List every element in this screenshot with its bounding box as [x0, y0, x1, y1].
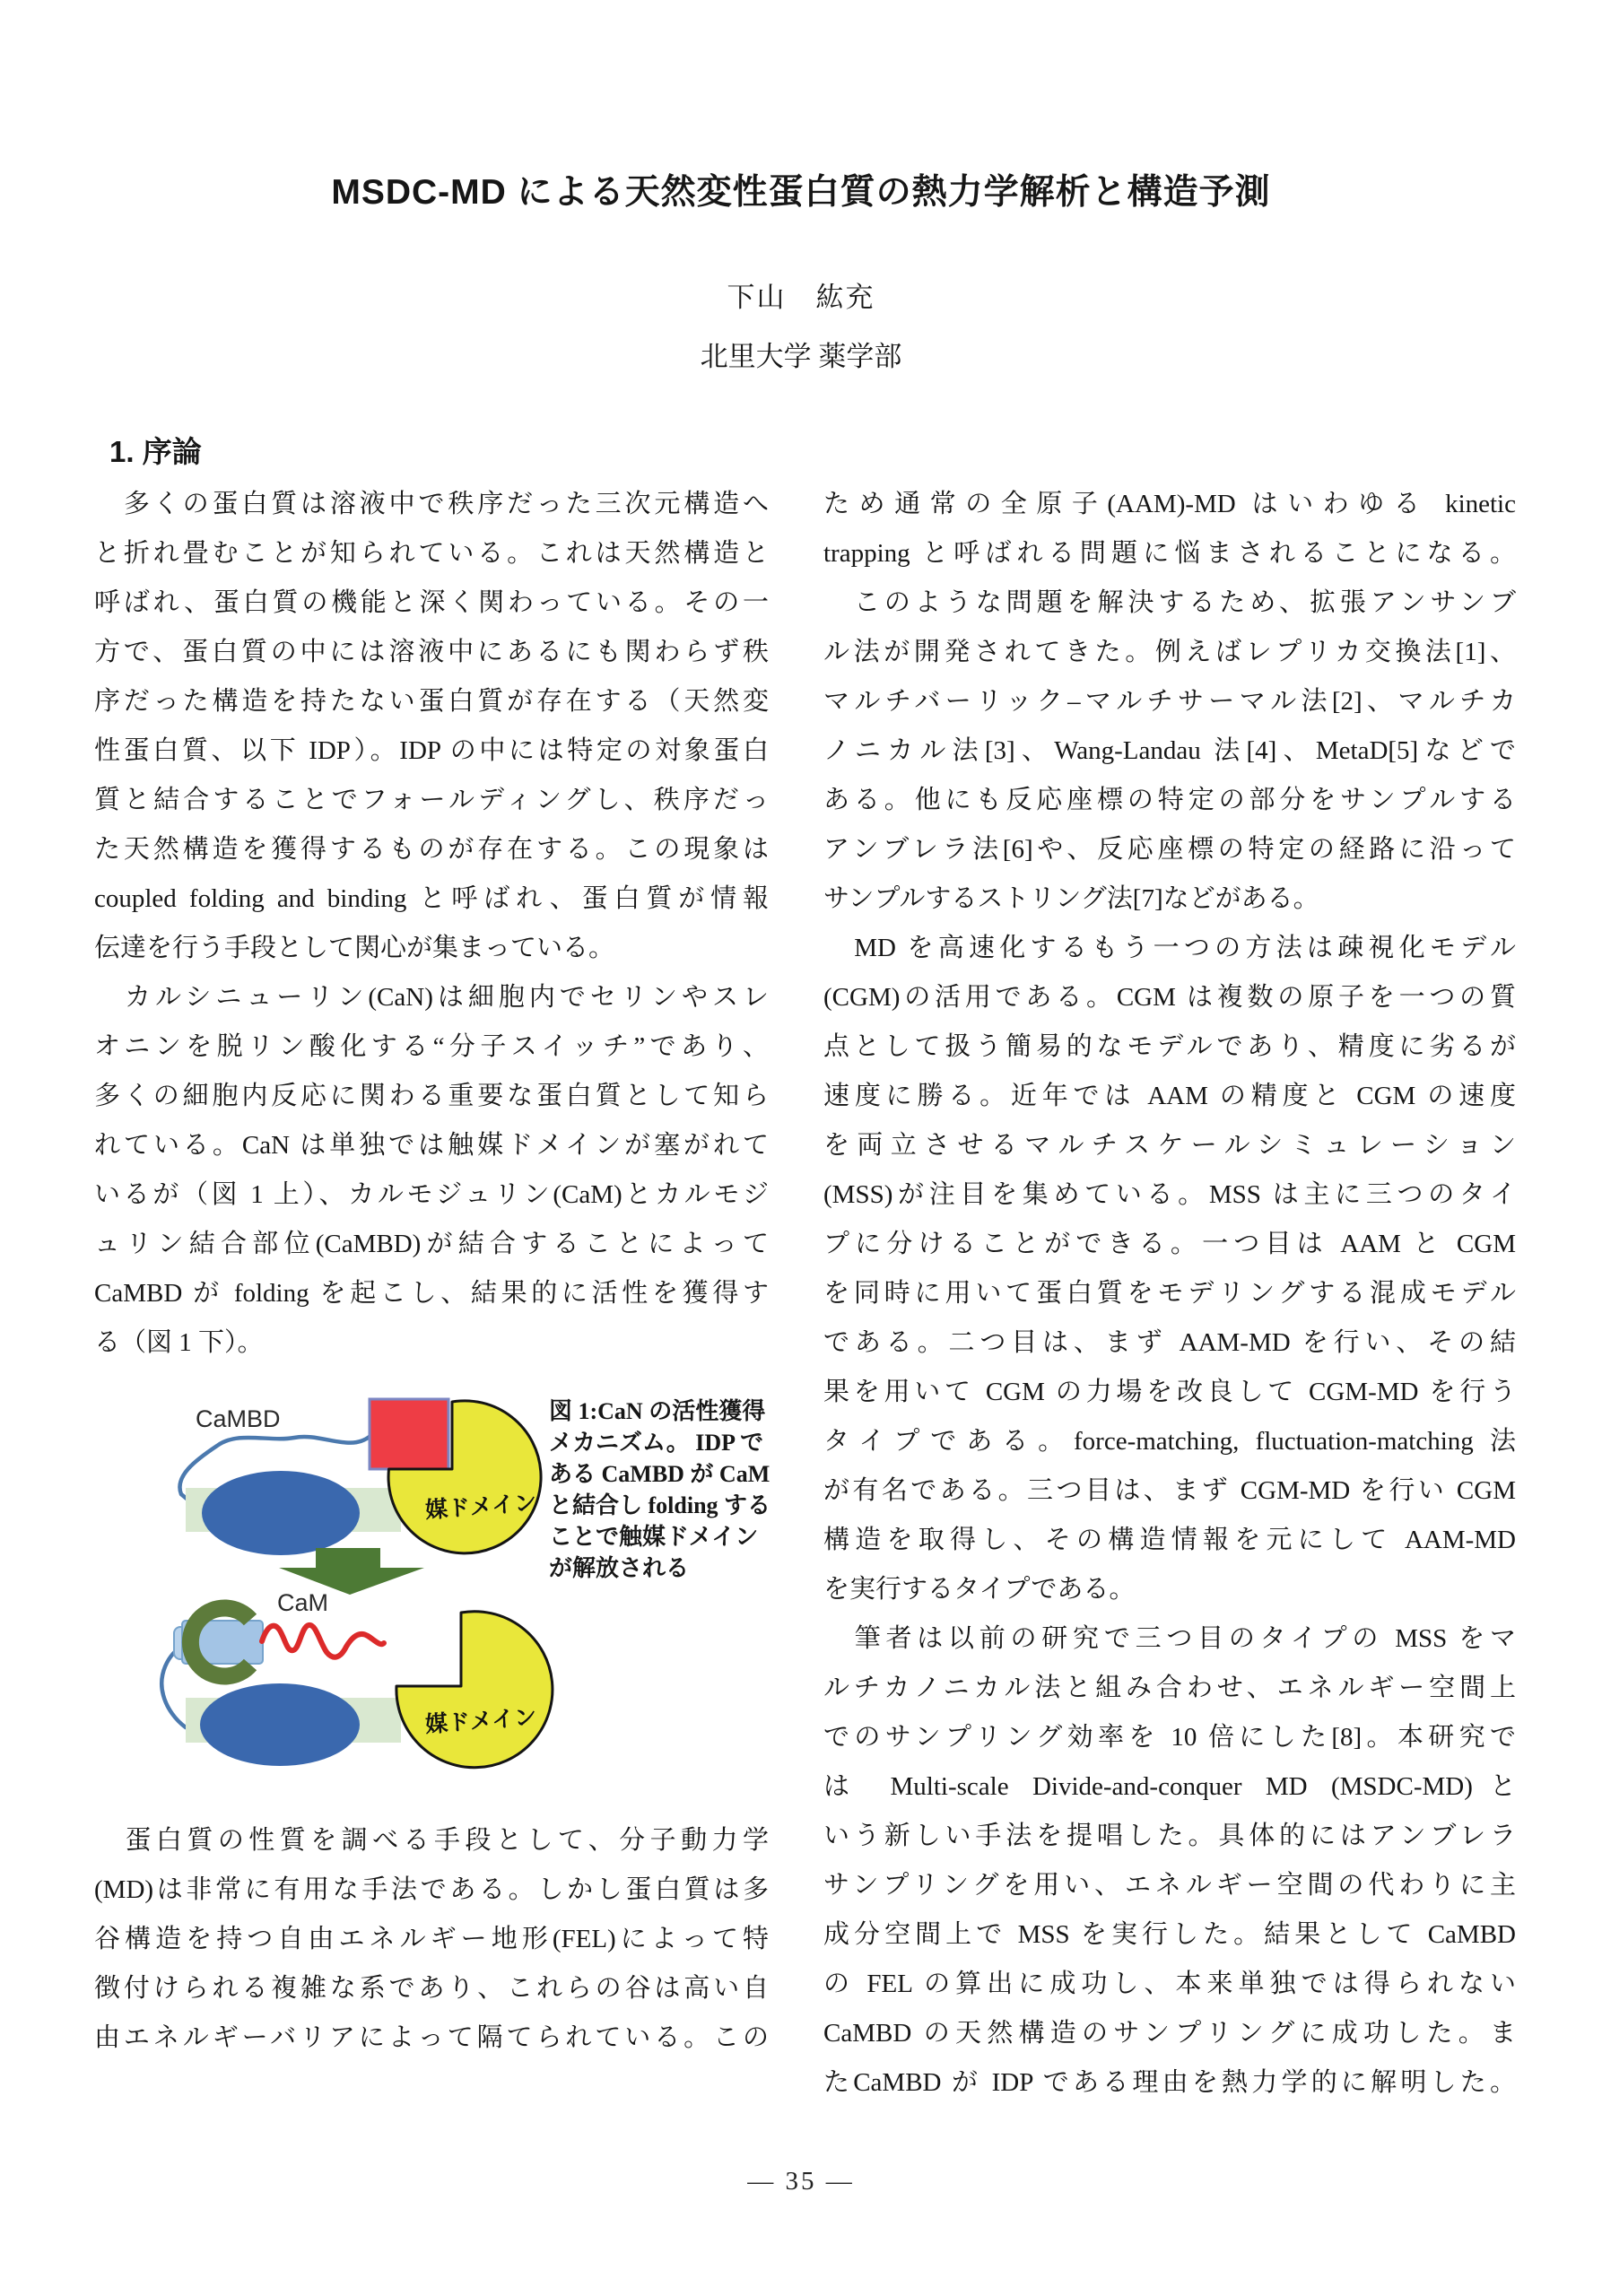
- text-line: た天然構造を獲得するものが存在する。この現象は: [94, 835, 769, 864]
- catalytic-domain-label-bottom: 媒ドメイン: [424, 1704, 538, 1738]
- text-line: 点として扱う簡易的なモデルであり、精度に劣るが: [823, 1032, 1516, 1061]
- text-line: たCaMBD が IDP である理由を熱力学的に解明した。: [823, 2068, 1516, 2097]
- text-line: 方で、蛋白質の中には溶液中にあるにも関わらず秩: [94, 638, 769, 666]
- text-line: 由エネルギーバリアによって隔てられている。この: [94, 2023, 769, 2052]
- text-line: 性蛋白質、以下 IDP）。IDP の中には特定の対象蛋白: [94, 736, 769, 765]
- text-line: 伝達を行う手段として関心が集まっている。: [94, 934, 615, 962]
- cam-label: CaM: [277, 1589, 329, 1616]
- text-line: を同時に用いて蛋白質をモデリングする混成モデル: [823, 1279, 1516, 1308]
- catalytic-domain-label-top: 媒ドメイン: [424, 1490, 538, 1524]
- text-line: タイプである。force-matching, fluctuation-matching 法: [823, 1427, 1516, 1456]
- text-line: サンプルするストリング法[7]などがある。: [823, 884, 1319, 913]
- blue-domain-ellipse-top: [202, 1471, 360, 1555]
- red-square: [370, 1399, 448, 1469]
- down-arrow: [279, 1548, 424, 1595]
- text-line: プに分けることができる。一つ目は AAM と CGM: [823, 1230, 1516, 1258]
- figure-caption: [549, 1396, 797, 1584]
- text-line: アンブレラ法[6]や、反応座標の特定の経路に沿って: [823, 835, 1516, 864]
- text-line: でのサンプリング効率を 10 倍にした[8]。本研究で: [823, 1723, 1516, 1752]
- text-line: ルチカノニカル法と組み合わせ、エネルギー空間上: [823, 1674, 1516, 1702]
- text-line: CaMBD の天然構造のサンプリングに成功した。ま: [823, 2019, 1516, 2048]
- text-line: の FEL の算出に成功し、本来単独では得られない: [823, 1970, 1516, 1998]
- text-line: メカニズム。 IDP で: [549, 1430, 764, 1456]
- text-line: 多くの蛋白質は溶液中で秩序だった三次元構造へ: [94, 490, 769, 518]
- text-line: ノニカル法[3]、Wang-Landau 法[4]、MetaD[5]などで: [823, 736, 1516, 765]
- text-line: 速度に勝る。近年では AAM の精度と CGM の速度: [823, 1082, 1516, 1110]
- section-heading: 1. 序論: [109, 435, 202, 468]
- text-line: ュリン結合部位(CaMBD)が結合することによって: [94, 1230, 769, 1258]
- text-line: 図 1:CaN の活性獲得: [549, 1398, 766, 1424]
- text-line: ある。他にも反応座標の特定の部分をサンプルする: [823, 786, 1516, 814]
- text-line: (MSS)が注目を集めている。MSS は主に三つのタイ: [823, 1180, 1516, 1209]
- text-line: 序だった構造を持たない蛋白質が存在する（天然変: [94, 687, 769, 716]
- text-line: を両立させるマルチスケールシミュレーション: [823, 1131, 1516, 1160]
- text-line: 筆者は以前の研究で三つ目のタイプの MSS をマ: [823, 1624, 1516, 1653]
- text-line: を実行するタイプである。: [823, 1575, 1136, 1604]
- text-line: ため通常の全原子(AAM)-MD はいわゆる kinetic: [823, 490, 1516, 518]
- text-line: 果を用いて CGM の力場を改良して CGM-MD を行う: [823, 1378, 1516, 1406]
- text-line: が有名である。三つ目は、まず CGM-MD を行い CGM: [823, 1476, 1516, 1505]
- text-line: マルチバーリック–マルチサーマル法[2]、マルチカ: [823, 687, 1516, 716]
- red-coil-curve: [262, 1625, 384, 1657]
- text-line: 徴付けられる複雑な系であり、これらの谷は高い自: [94, 1974, 769, 2003]
- text-line: 谷構造を持つ自由エネルギー地形(FEL)によって特: [94, 1925, 769, 1953]
- author-affiliation: 北里大学 薬学部: [700, 341, 902, 372]
- text-line: と結合し folding する: [549, 1492, 771, 1518]
- text-line: 質と結合することでフォールディングし、秩序だっ: [94, 786, 769, 814]
- text-line: と折れ畳むことが知られている。これは天然構造と: [94, 539, 769, 568]
- page-title: MSDC-MD による天然変性蛋白質の熱力学解析と構造予測: [331, 173, 1271, 212]
- text-line: ル法が開発されてきた。例えばレプリカ交換法[1]、: [823, 638, 1516, 666]
- text-line: が解放される: [549, 1555, 690, 1581]
- text-line: (MD)は非常に有用な手法である。しかし蛋白質は多: [94, 1875, 769, 1904]
- text-line: ある CaMBD が CaM: [549, 1461, 771, 1487]
- author-name: 下山 紘充: [727, 282, 875, 313]
- text-line: coupled folding and binding と呼ばれ、蛋白質が情報: [94, 884, 769, 913]
- catalytic-domain-shape-bottom: [396, 1612, 553, 1768]
- text-line: 呼ばれ、蛋白質の機能と深く関わっている。その一: [94, 588, 769, 617]
- cambd-label: CaMBD: [196, 1405, 281, 1432]
- text-line: trapping と呼ばれる問題に悩まされることになる。: [823, 539, 1516, 568]
- text-line: る（図 1 下）。: [94, 1328, 264, 1357]
- text-line: ことで触媒ドメイン: [549, 1524, 759, 1550]
- text-line: 構造を取得し、その構造情報を元にして AAM-MD: [823, 1526, 1516, 1554]
- text-line: は Multi-scale Divide-and-conquer MD (MSDC-MD)と: [823, 1772, 1516, 1801]
- text-line: いう新しい手法を提唱した。具体的にはアンブレラ: [823, 1822, 1516, 1850]
- text-line: れている。CaN は単独では触媒ドメインが塞がれて: [94, 1131, 769, 1160]
- text-line: 蛋白質の性質を調べる手段として、分子動力学: [94, 1826, 769, 1855]
- text-line: MD を高速化するもう一つの方法は疎視化モデル: [823, 934, 1516, 962]
- text-line: (CGM)の活用である。CGM は複数の原子を一つの質: [823, 983, 1516, 1012]
- text-line: CaMBD が folding を起こし、結果的に活性を獲得す: [94, 1279, 769, 1308]
- text-line: 成分空間上で MSS を実行した。結果として CaMBD: [823, 1920, 1516, 1949]
- text-line: サンプリングを用い、エネルギー空間の代わりに主: [823, 1871, 1516, 1900]
- text-line: 多くの細胞内反応に関わる重要な蛋白質として知ら: [94, 1082, 769, 1110]
- blue-domain-ellipse-bottom: [200, 1683, 360, 1766]
- text-line: カルシニューリン(CaN)は細胞内でセリンやスレ: [94, 983, 769, 1012]
- text-line: オニンを脱リン酸化する“分子スイッチ”であり、: [94, 1032, 769, 1061]
- text-line: いるが（図 1 上）、カルモジュリン(CaM)とカルモジ: [94, 1180, 769, 1209]
- text-line: このような問題を解決するため、拡張アンサンブ: [823, 588, 1516, 617]
- text-line: である。二つ目は、まず AAM-MD を行い、その結: [823, 1328, 1516, 1357]
- page-number: ― 35 ―: [747, 2167, 855, 2196]
